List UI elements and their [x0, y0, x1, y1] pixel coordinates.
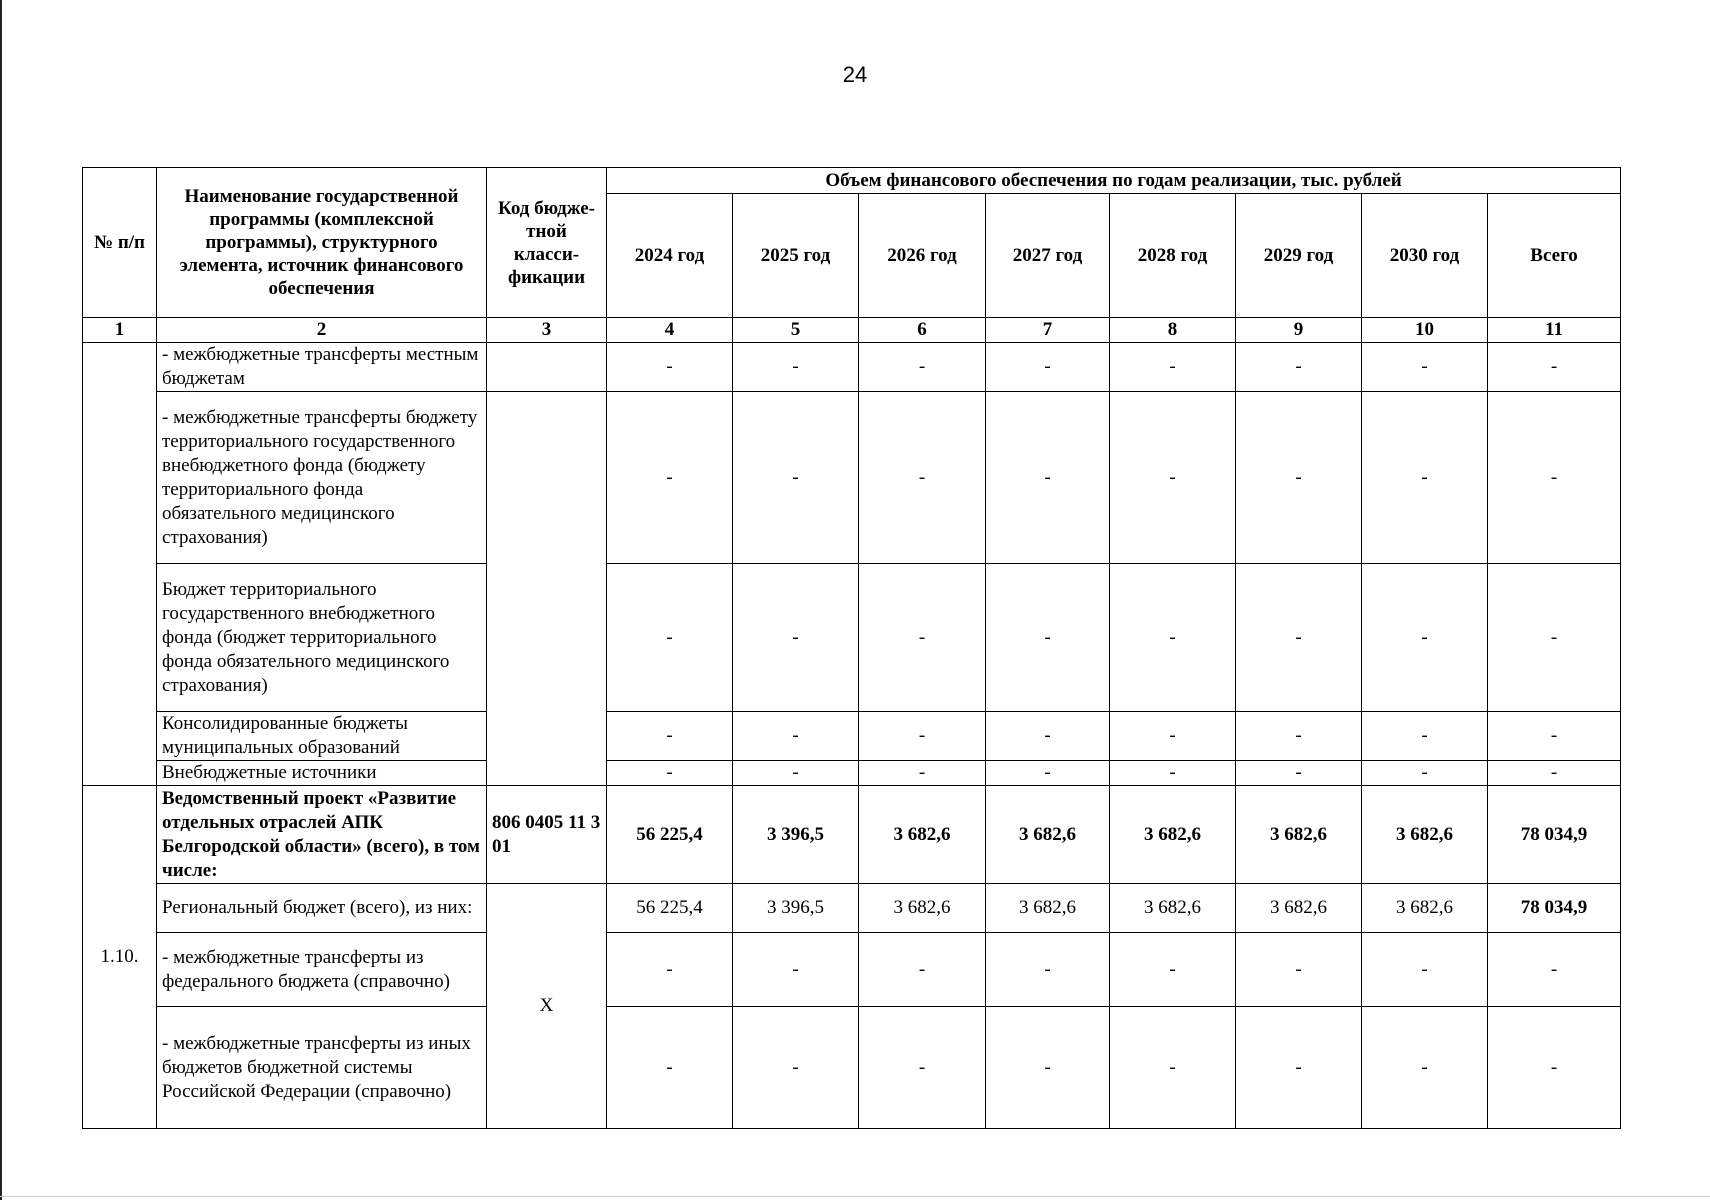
code-cell: [487, 392, 607, 786]
table-row: [83, 933, 1621, 1007]
value-cell: 78 034,9: [1488, 884, 1621, 933]
column-number: 9: [1236, 318, 1362, 343]
value-cell: -: [733, 712, 859, 761]
header-year-2028: 2028 год: [1110, 194, 1236, 318]
table-row: [83, 884, 1621, 933]
value-cell: -: [1362, 1007, 1488, 1129]
value-cell: -: [607, 392, 733, 564]
table-row: [83, 392, 1621, 564]
value-cell: -: [1110, 564, 1236, 712]
value-cell: -: [1362, 933, 1488, 1007]
value-cell: -: [1488, 1007, 1621, 1129]
column-number: 2: [157, 318, 487, 343]
value-cell: -: [1236, 1007, 1362, 1129]
financing-table: [82, 167, 1621, 1129]
value-cell: -: [1236, 933, 1362, 1007]
value-cell: 3 682,6: [1110, 884, 1236, 933]
value-cell: -: [1362, 392, 1488, 564]
row-name: Региональный бюджет (всего), из них:: [157, 884, 487, 933]
table-row: [83, 786, 1621, 884]
value-cell: -: [1110, 1007, 1236, 1129]
value-cell: -: [859, 712, 986, 761]
index-cell: [83, 343, 157, 786]
header-year-2027: 2027 год: [986, 194, 1110, 318]
value-cell: -: [859, 564, 986, 712]
value-cell: -: [1488, 392, 1621, 564]
row-name: Консолидированные бюджеты муниципальных образований: [157, 712, 487, 761]
header-name: Наименование государственной программы (комплексной программы), структурного элемента, источник финансового обеспечения: [157, 168, 487, 318]
value-cell: -: [859, 1007, 986, 1129]
column-number: 1: [83, 318, 157, 343]
value-cell: 3 682,6: [986, 786, 1110, 884]
value-cell: -: [1488, 712, 1621, 761]
value-cell: 3 682,6: [1362, 786, 1488, 884]
value-cell: -: [1362, 761, 1488, 786]
value-cell: -: [859, 761, 986, 786]
value-cell: 56 225,4: [607, 884, 733, 933]
header-year-2030: 2030 год: [1362, 194, 1488, 318]
value-cell: -: [1488, 564, 1621, 712]
value-cell: -: [1110, 933, 1236, 1007]
column-number: 10: [1362, 318, 1488, 343]
value-cell: -: [1236, 712, 1362, 761]
header-financing-group: Объем финансового обеспечения по годам реализации, тыс. рублей: [607, 168, 1621, 194]
value-cell: -: [859, 343, 986, 392]
scan-edge-line: [0, 0, 2, 1200]
value-cell: -: [733, 1007, 859, 1129]
value-cell: 3 396,5: [733, 884, 859, 933]
value-cell: -: [986, 712, 1110, 761]
value-cell: -: [1488, 343, 1621, 392]
value-cell: -: [733, 564, 859, 712]
value-cell: 3 396,5: [733, 786, 859, 884]
value-cell: -: [733, 761, 859, 786]
header-year-2026: 2026 год: [859, 194, 986, 318]
value-cell: -: [733, 933, 859, 1007]
header-year-2029: 2029 год: [1236, 194, 1362, 318]
value-cell: -: [859, 392, 986, 564]
table-row: [83, 761, 1621, 786]
header-index: № п/п: [83, 168, 157, 318]
value-cell: -: [1236, 343, 1362, 392]
row-name: - межбюджетные трансферты местным бюджетам: [157, 343, 487, 392]
value-cell: -: [1488, 933, 1621, 1007]
value-cell: -: [1362, 712, 1488, 761]
row-code: X: [487, 884, 607, 1129]
header-code: Код бюдже-тной класси-фикации: [487, 168, 607, 318]
value-cell: -: [986, 564, 1110, 712]
value-cell: -: [733, 343, 859, 392]
row-name: Ведомственный проект «Развитие отдельных отраслей АПК Белгородской области» (всего), в том числе:: [157, 786, 487, 884]
row-name: - межбюджетные трансферты из федерального бюджета (справочно): [157, 933, 487, 1007]
value-cell: -: [1236, 564, 1362, 712]
value-cell: -: [986, 933, 1110, 1007]
value-cell: -: [1236, 392, 1362, 564]
row-index: 1.10.: [83, 786, 157, 1129]
value-cell: 3 682,6: [986, 884, 1110, 933]
value-cell: 3 682,6: [1362, 884, 1488, 933]
column-number: 11: [1488, 318, 1621, 343]
header-year-2025: 2025 год: [733, 194, 859, 318]
value-cell: 3 682,6: [859, 786, 986, 884]
value-cell: -: [986, 1007, 1110, 1129]
value-cell: -: [607, 933, 733, 1007]
row-name: - межбюджетные трансферты из иных бюджетов бюджетной системы Российской Федерации (справочно): [157, 1007, 487, 1129]
value-cell: 3 682,6: [1110, 786, 1236, 884]
column-number: 3: [487, 318, 607, 343]
page-number: 24: [842, 62, 868, 87]
row-code: 806 0405 11 3 01: [487, 786, 607, 884]
row-name: Внебюджетные источники: [157, 761, 487, 786]
row-name: - межбюджетные трансферты бюджету территориального государственного внебюджетного фонда (бюджету территориального фонда обязательного медицинского страхования): [157, 392, 487, 564]
value-cell: -: [607, 712, 733, 761]
value-cell: -: [607, 761, 733, 786]
value-cell: -: [1488, 761, 1621, 786]
column-number: 6: [859, 318, 986, 343]
value-cell: -: [1236, 761, 1362, 786]
code-cell: [487, 343, 607, 392]
value-cell: -: [986, 392, 1110, 564]
value-cell: -: [986, 343, 1110, 392]
value-cell: -: [607, 564, 733, 712]
column-number: 5: [733, 318, 859, 343]
column-number: 4: [607, 318, 733, 343]
value-cell: -: [1110, 761, 1236, 786]
table-row: [83, 712, 1621, 761]
value-cell: -: [607, 1007, 733, 1129]
value-cell: 3 682,6: [1236, 786, 1362, 884]
table-row: [83, 343, 1621, 392]
column-number: 8: [1110, 318, 1236, 343]
value-cell: -: [607, 343, 733, 392]
table-row: [83, 1007, 1621, 1129]
value-cell: -: [859, 933, 986, 1007]
value-cell: 3 682,6: [1236, 884, 1362, 933]
header-year-2024: 2024 год: [607, 194, 733, 318]
value-cell: -: [1110, 392, 1236, 564]
value-cell: 78 034,9: [1488, 786, 1621, 884]
value-cell: -: [1362, 343, 1488, 392]
scan-bottom-line: [0, 1196, 1710, 1197]
header-total: Всего: [1488, 194, 1621, 318]
value-cell: -: [733, 392, 859, 564]
value-cell: 3 682,6: [859, 884, 986, 933]
value-cell: -: [1362, 564, 1488, 712]
value-cell: -: [1110, 343, 1236, 392]
value-cell: 56 225,4: [607, 786, 733, 884]
row-name: Бюджет территориального государственного внебюджетного фонда (бюджет территориального фонда обязательного медицинского страхования): [157, 564, 487, 712]
value-cell: -: [1110, 712, 1236, 761]
table-row: [83, 564, 1621, 712]
value-cell: -: [986, 761, 1110, 786]
column-number: 7: [986, 318, 1110, 343]
